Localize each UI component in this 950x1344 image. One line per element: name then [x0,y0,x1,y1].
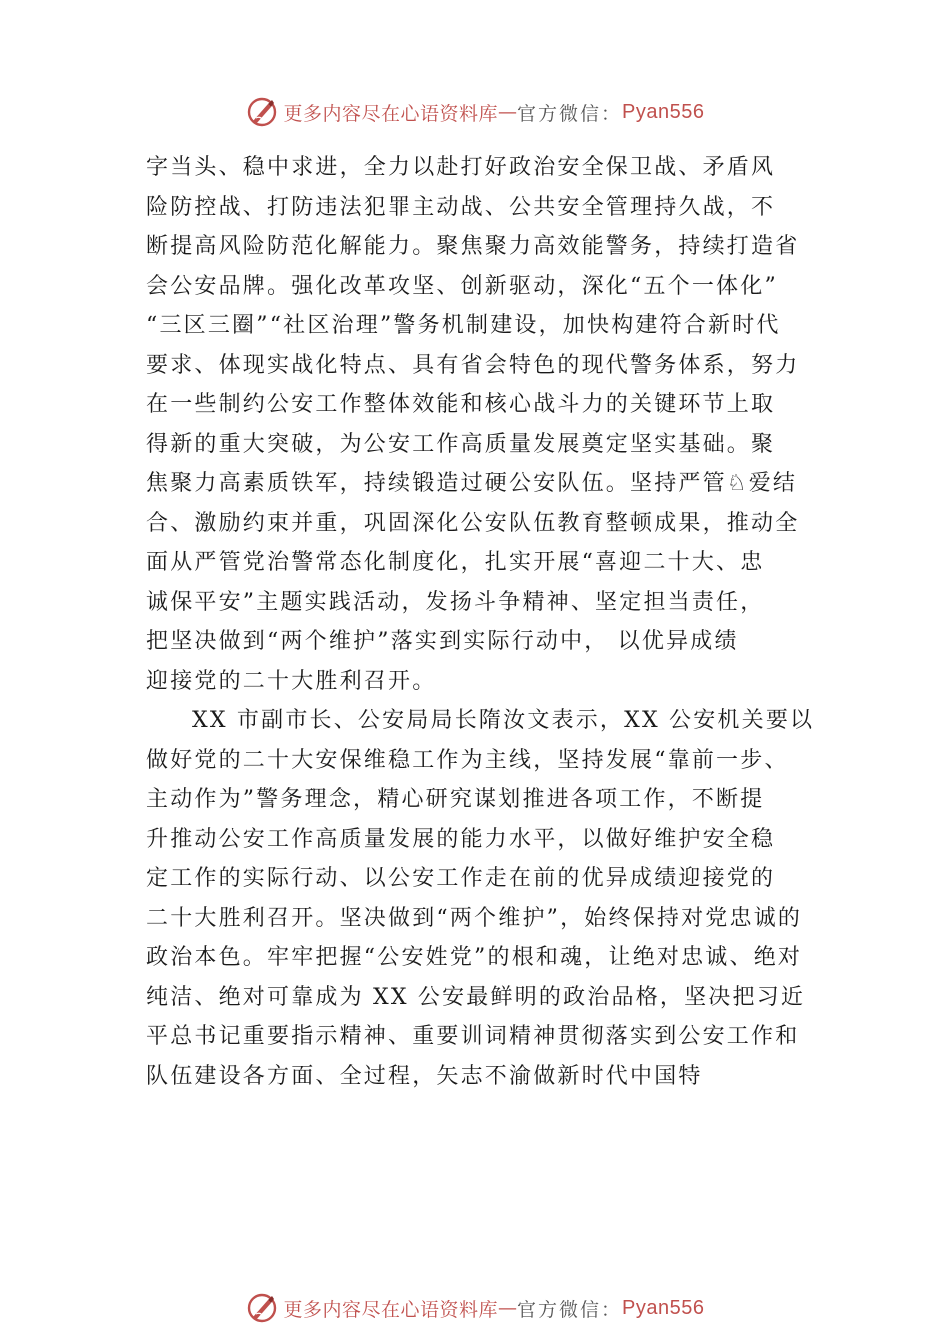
text-line: 队伍建设各方面、全过程，矢志不渝做新时代中国特 [146,1063,703,1089]
text-line: 诚保平安”主题实践活动，发扬斗争精神、坚定担当责任， [146,589,765,615]
banner-dash: — [498,101,518,123]
pen-in-circle-icon [246,1292,278,1324]
banner-wechat-id: Pyan556 [622,1296,705,1319]
banner-site-text: 更多内容尽在心语资料库 [283,102,499,125]
text-line: 得新的重大突破，为公安工作高质量发展奠定坚实基础。聚 [146,431,776,457]
banner-site-text: 更多内容尽在心语资料库 [283,1298,499,1321]
document-body [146,148,814,1096]
header-banner [0,92,950,132]
text-line: 把坚决做到“两个维护”落实到实际行动中， 以优异成绩 [146,629,739,654]
text-line: 纯洁、绝对可靠成为 XX 公安最鲜明的政治品格，坚决把习近 [146,984,806,1010]
footer-banner [0,1288,950,1328]
footer-banner-content [246,1292,705,1324]
banner-wechat-label: 官方微信： [517,102,623,125]
text-line: 升推动公安工作高质量发展的能力水平，以做好维护安全稳 [146,826,776,852]
banner-wechat-id: Pyan556 [622,100,705,123]
text-line: 焦聚力高素质铁军，持续锻造过硬公安队伍。坚持严管♘爱结 [146,471,798,496]
paragraph-2 [146,701,814,1096]
text-line: 断提高风险防范化解能力。聚焦聚力高效能警务，持续打造省 [146,234,800,259]
text-line: 二十大胜利召开。坚决做到“两个维护”，始终保持对党忠诚的 [146,905,803,931]
text-line: 险防控战、打防违法犯罪主动战、公共安全管理持久战，不 [146,194,776,220]
text-line: 做好党的二十大安保维稳工作为主线，坚持发展“靠前一步、 [146,747,789,773]
pen-in-circle-icon [246,96,278,128]
text-line: 主动作为”警务理念，精心研究谋划推进各项工作，不断提 [146,787,765,812]
paragraph-1 [146,148,814,701]
text-line: 迎接党的二十大胜利召开。 [146,668,437,694]
banner-dash: — [498,1297,518,1319]
text-line: XX 市副市长、公安局局长隋汝文表示，XX 公安机关要以 [192,708,815,733]
text-line: 平总书记重要指示精神、重要训词精神贯彻落实到公安工作和 [146,1024,800,1049]
header-banner-content [246,96,705,128]
text-line: “三区三圈”“社区治理”警务机制建设，加快构建符合新时代 [146,313,781,338]
text-line: 要求、体现实战化特点、具有省会特色的现代警务体系，努力 [146,352,800,378]
text-line: 合、激励约束并重，巩固深化公安队伍教育整顿成果，推动全 [146,510,800,536]
text-line: 面从严管党治警常态化制度化，扎实开展“喜迎二十大、忠 [146,550,765,575]
text-line: 在一些制约公安工作整体效能和核心战斗力的关键环节上取 [146,392,776,417]
text-line: 字当头、稳中求进，全力以赴打好政治安全保卫战、矛盾风 [146,155,776,180]
text-line: 会公安品牌。强化改革攻坚、创新驱动，深化“五个一体化” [146,273,778,299]
text-line: 定工作的实际行动、以公安工作走在前的优异成绩迎接党的 [146,866,776,891]
banner-wechat-label: 官方微信： [517,1298,623,1321]
text-line: 政治本色。牢牢把握“公安姓党”的根和魂，让绝对忠诚、绝对 [146,945,803,970]
